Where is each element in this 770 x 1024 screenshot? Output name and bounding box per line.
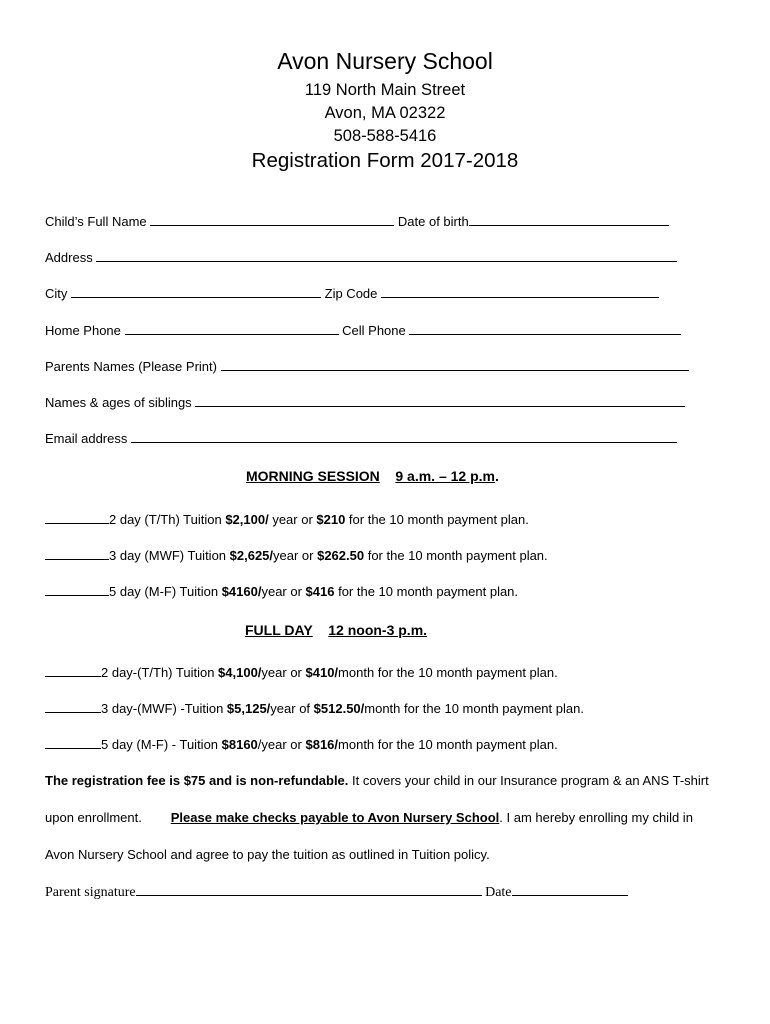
morning-heading-time: 9 a.m. – 12 p.m [395,468,495,484]
parent-signature-label: Parent signature [45,885,136,900]
full-day-heading-time: 12 noon-3 p.m. [328,622,428,638]
child-name-row [45,213,669,230]
morning-5day-blank[interactable] [45,583,109,596]
form-title: Registration Form 2017-2018 [251,149,519,172]
fullday-option-5day: 5 day (M-F) - Tuition $8160/year or $816/month for the 10 month payment plan. [45,736,558,753]
phone-row [45,322,681,339]
fullday-2day-blank[interactable] [45,664,101,677]
fullday-3day-blank[interactable] [45,700,101,713]
parents-field[interactable] [221,358,689,371]
email-label: Email address [45,431,128,446]
morning-option-3day: 3 day (MWF) Tuition $2,625/year or $262.50 for the 10 month payment plan. [45,547,548,564]
school-street: 119 North Main Street [304,81,466,99]
home-phone-label: Home Phone [45,323,121,338]
morning-heading-title: MORNING SESSION [246,468,380,484]
city-label: City [45,286,68,301]
checks-note: upon enrollment. Please make checks payable to Avon Nursery School. I am hereby enrolling my child in [45,810,693,825]
zip-field[interactable] [381,285,659,298]
full-day-heading-title: FULL DAY [245,622,313,638]
cell-phone-label: Cell Phone [342,323,406,338]
parents-label: Parents Names (Please Print) [45,359,217,374]
email-field[interactable] [131,430,677,443]
cell-phone-field[interactable] [409,322,681,335]
registration-fee-note: The registration fee is $75 and is non-refundable. It covers your child in our Insurance program & an ANS T-shirt [45,773,709,788]
city-field[interactable] [71,285,321,298]
school-name: Avon Nursery School [277,48,493,74]
fullday-option-3day: 3 day-(MWF) -Tuition $5,125/year of $512.50/month for the 10 month payment plan. [45,700,584,717]
address-row [45,249,677,266]
parent-signature-field[interactable] [136,883,482,896]
siblings-field[interactable] [195,394,685,407]
address-label: Address [45,250,93,265]
fullday-option-2day: 2 day-(T/Th) Tuition $4,100/year or $410/month for the 10 month payment plan. [45,664,558,681]
morning-option-2day: 2 day (T/Th) Tuition $2,100/ year or $210 for the 10 month payment plan. [45,511,529,528]
home-phone-field[interactable] [125,322,339,335]
signature-row [45,883,628,901]
child-name-label: Child’s Full Name [45,214,147,229]
full-day-heading [245,622,427,638]
siblings-row [45,394,685,411]
morning-2day-blank[interactable] [45,511,109,524]
checks-payable-note: Please make checks payable to Avon Nursery School [170,810,500,825]
morning-session-heading: MORNING SESSION 9 a.m. – 12 p.m. [246,468,499,484]
zip-label: Zip Code [324,286,378,301]
school-phone: 508-588-5416 [333,127,437,145]
morning-3day-blank[interactable] [45,547,109,560]
parents-row [45,358,689,375]
address-field[interactable] [96,249,677,262]
child-name-field[interactable] [150,213,394,226]
siblings-label: Names & ages of siblings [45,395,192,410]
dob-field[interactable] [469,213,669,226]
registration-fee-bold: The registration fee is $75 and is non-refundable. [45,773,349,788]
school-city-state-zip: Avon, MA 02322 [324,104,446,122]
dob-label: Date of birth [397,214,469,229]
morning-option-5day: 5 day (M-F) Tuition $4160/year or $416 for the 10 month payment plan. [45,583,518,600]
signature-date-label: Date [485,885,512,900]
fullday-5day-blank[interactable] [45,736,101,749]
signature-date-field[interactable] [512,883,628,896]
tuition-policy-note: Avon Nursery School and agree to pay the tuition as outlined in Tuition policy. [45,847,490,862]
city-zip-row [45,285,659,302]
email-row [45,430,677,447]
